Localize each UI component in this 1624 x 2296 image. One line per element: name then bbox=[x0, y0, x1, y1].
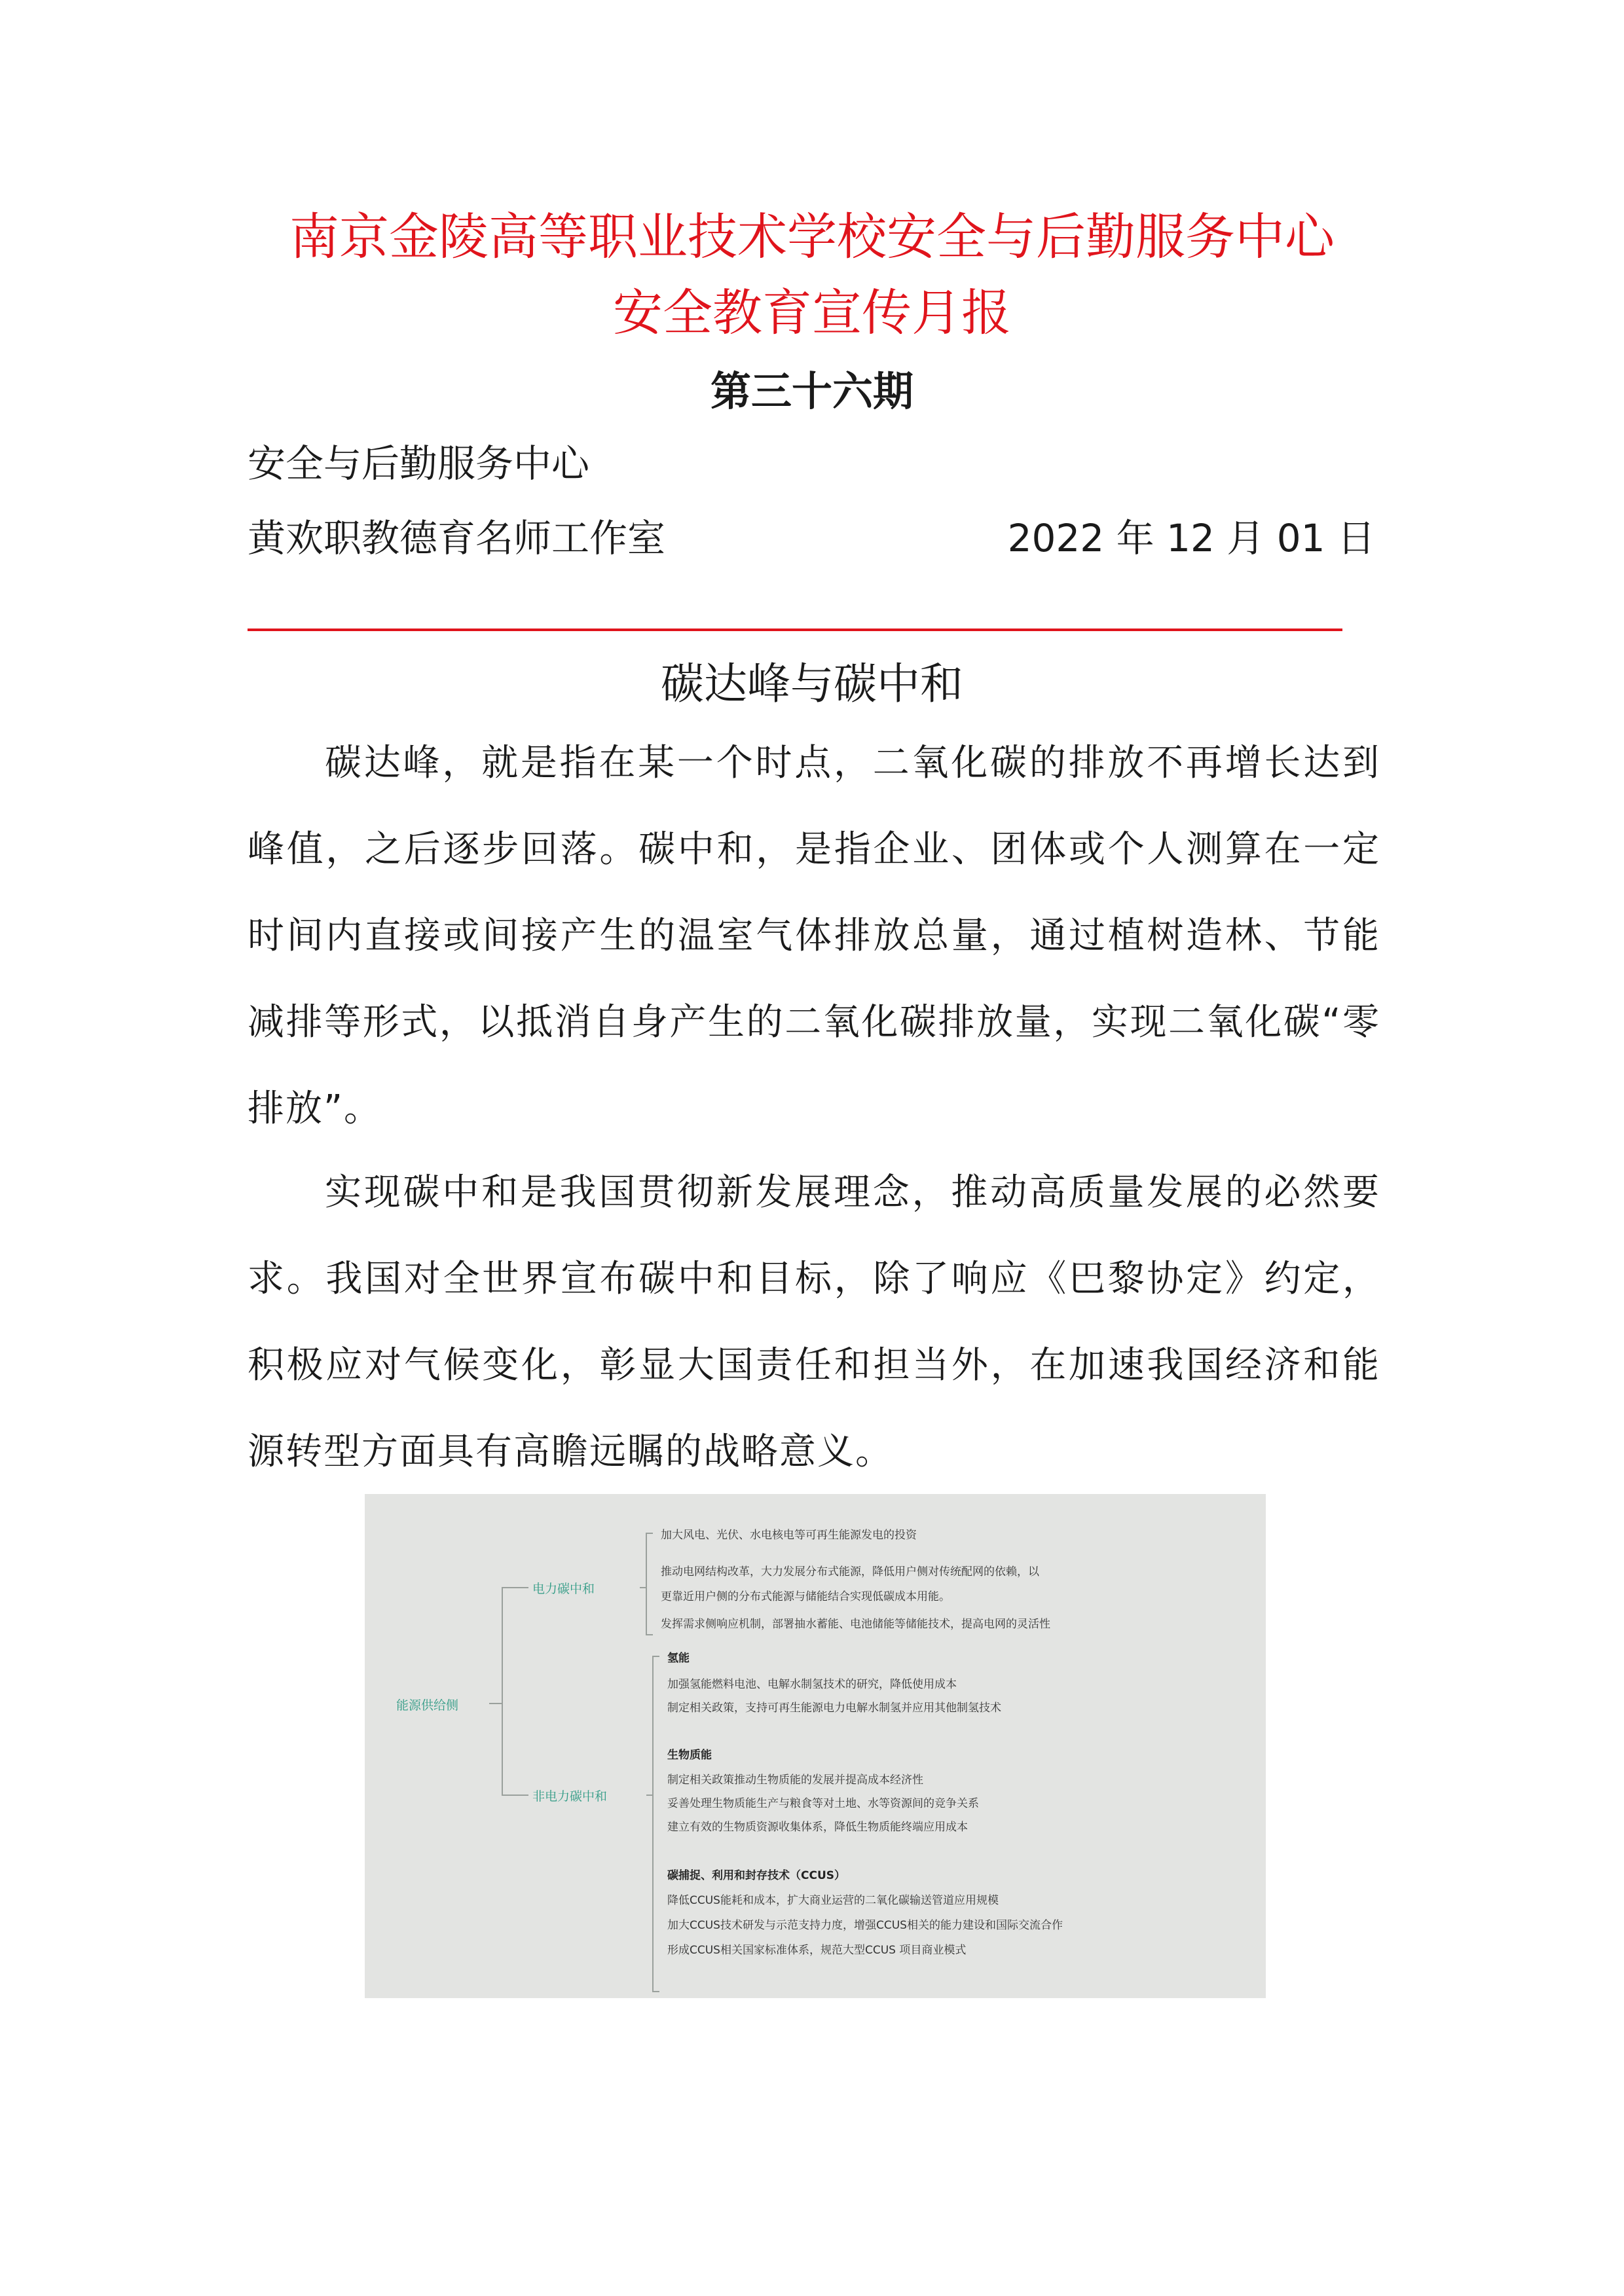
mindmap-group-item: 制定相关政策推动生物质能的发展并提高成本经济性 bbox=[667, 1774, 923, 1787]
mindmap-group-item: 加强氢能燃料电池、电解水制氢技术的研究，降低使用成本 bbox=[667, 1678, 957, 1691]
header-divider bbox=[248, 629, 1342, 631]
mindmap-electric-item: 发挥需求侧响应机制，部署抽水蓄能、电池储能等储能技术，提高电网的灵活性 bbox=[661, 1618, 1050, 1631]
article-paragraph-1: 碳达峰，就是指在某一个时点，二氧化碳的排放不再增长达到峰值，之后逐步回落。碳中和，是指企业、团体或个人测算在一定时间内直接或间接产生的温室气体排放总量，通过植树造林、节能减排等形式，以抵消自身产生的二氧化碳排放量，实现二氧化碳“零排放”。 bbox=[248, 742, 1380, 1130]
mindmap-root: 能源供给侧 bbox=[396, 1698, 459, 1713]
studio-name: 黄欢职教德育名师工作室 bbox=[248, 516, 666, 560]
report-title-line2: 安全教育宣传月报 bbox=[613, 283, 1011, 342]
mindmap-group-item: 制定相关政策，支持可再生能源电力电解水制氢并应用其他制氢技术 bbox=[667, 1702, 1001, 1715]
mindmap-group-item: 形成CCUS相关国家标准体系，规范大型CCUS 项目商业模式 bbox=[667, 1944, 967, 1957]
mindmap-electric-item: 推动电网结构改革，大力发展分布式能源，降低用户侧对传统配网的依赖，以 bbox=[661, 1565, 1039, 1578]
issue-date: 2022 年 12 月 01 日 bbox=[1007, 516, 1375, 560]
department-name: 安全与后勤服务中心 bbox=[248, 441, 590, 486]
mindmap-electric-item: 加大风电、光伏、水电核电等可再生能源发电的投资 bbox=[661, 1529, 917, 1542]
article-paragraph-2: 实现碳中和是我国贯彻新发展理念，推动高质量发展的必然要求。我国对全世界宣布碳中和目标，除了响应《巴黎协定》约定，积极应对气候变化，彰显大国责任和担当外，在加速我国经济和能源转型方面具有高瞻远瞩的战略意义。 bbox=[248, 1171, 1380, 1473]
mindmap-branch-non-electric: 非电力碳中和 bbox=[532, 1789, 608, 1804]
mindmap-group-item: 妥善处理生物质能生产与粮食等对土地、水等资源间的竞争关系 bbox=[667, 1797, 979, 1810]
report-title-line1: 南京金陵高等职业技术学校安全与后勤服务中心 bbox=[289, 208, 1335, 266]
mindmap-group-item: 降低CCUS能耗和成本，扩大商业运营的二氧化碳输送管道应用规模 bbox=[667, 1894, 999, 1907]
mindmap-group-heading: 生物质能 bbox=[667, 1749, 712, 1762]
issue-number: 第三十六期 bbox=[710, 367, 913, 415]
mindmap-group-heading: 氢能 bbox=[667, 1652, 690, 1665]
mindmap-electric-item: 更靠近用户侧的分布式能源与储能结合实现低碳成本用能。 bbox=[661, 1590, 950, 1603]
mindmap-group-heading: 碳捕捉、利用和封存技术（CCUS） bbox=[667, 1869, 845, 1882]
mindmap-group-item: 加大CCUS技术研发与示范支持力度，增强CCUS相关的能力建设和国际交流合作 bbox=[667, 1919, 1063, 1932]
article-title: 碳达峰与碳中和 bbox=[661, 659, 963, 709]
energy-supply-mindmap bbox=[365, 1494, 1266, 1998]
mindmap-branch-electric: 电力碳中和 bbox=[532, 1582, 595, 1596]
mindmap-group-item: 建立有效的生物质资源收集体系，降低生物质能终端应用成本 bbox=[667, 1821, 968, 1834]
